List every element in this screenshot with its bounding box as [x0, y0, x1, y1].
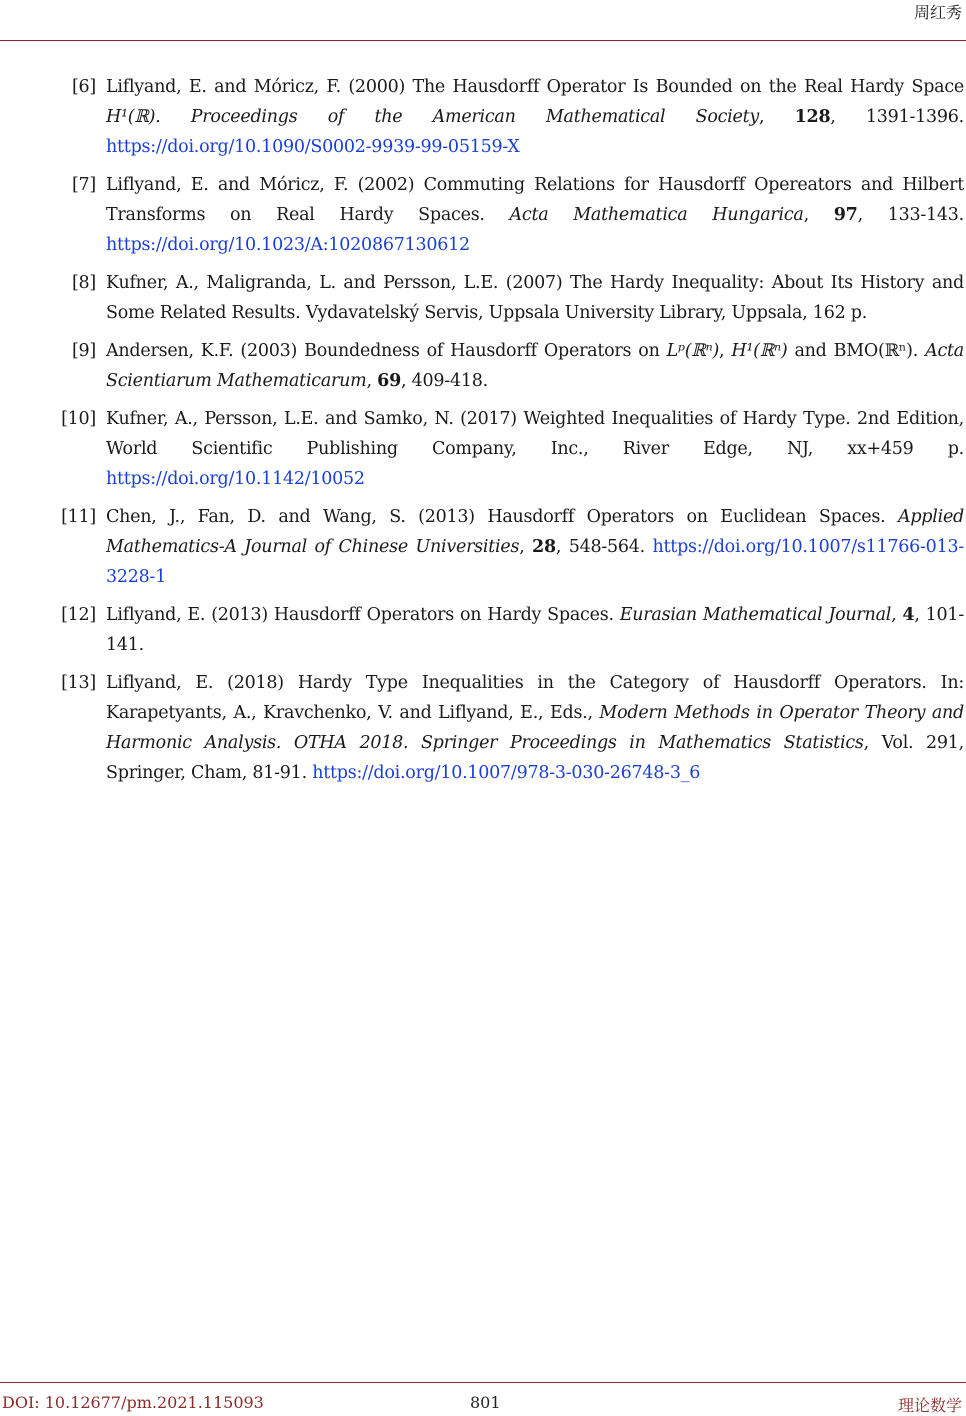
reference-item [0, 668, 966, 788]
reference-text: , 548-564. [555, 537, 653, 557]
volume-number: 128 [794, 107, 831, 127]
doi-link[interactable]: https://doi.org/10.1007/s11766-013-3228-1 [106, 537, 964, 587]
reference-item [0, 502, 966, 592]
journal-name: Eurasian Mathematical Journal [619, 605, 892, 625]
reference-item [0, 170, 966, 260]
doi-link[interactable]: https://doi.org/10.1090/S0002-9939-99-05159-X [106, 137, 520, 157]
doi-link[interactable]: https://doi.org/10.1142/10052 [106, 469, 365, 489]
doi-link[interactable]: https://doi.org/10.1007/978-3-030-26748-3_6 [312, 763, 701, 783]
reference-text: , [891, 605, 903, 625]
reference-item [0, 268, 966, 328]
footer-doi: DOI: 10.12677/pm.2021.115093 [2, 1393, 264, 1412]
reference-item [0, 404, 966, 494]
volume-number: 28 [532, 537, 556, 557]
reference-text: Chen, J., Fan, D. and Wang, S. (2013) Hausdorff Operators on Euclidean Spaces. [106, 507, 898, 527]
footer-journal: 理论数学 [897, 1396, 962, 1415]
reference-text: . [155, 107, 191, 127]
journal-name: Proceedings of the American Mathematical Society [190, 107, 760, 127]
reference-item [0, 336, 966, 396]
reference-text: , Vol. 291, Springer, Cham, 81-91. [106, 733, 964, 783]
volume-number: 97 [833, 205, 858, 225]
reference-item [0, 72, 966, 162]
doi-link[interactable]: https://doi.org/10.1023/A:1020867130612 [106, 235, 470, 255]
volume-number: 4 [902, 605, 915, 625]
reference-text: , [719, 341, 732, 361]
reference-text: , 409-418. [401, 371, 488, 391]
math-expression: Lᵖ(ℝⁿ) [666, 341, 720, 361]
reference-number: [13] [61, 673, 96, 693]
reference-text: Andersen, K.F. (2003) Boundedness of Hausdorff Operators on [106, 341, 667, 361]
page-number: 801 [470, 1393, 501, 1412]
reference-text: Liflyand, E. and Móricz, F. (2002) Commuting Relations for Hausdorff Opereators and Hilbert Transforms on Real Hardy Spaces. [106, 175, 964, 225]
reference-text: , 101-141. [106, 605, 964, 655]
journal-name: Acta Mathematica Hungarica [509, 205, 804, 225]
page-footer [0, 1382, 966, 1415]
page-header [0, 0, 966, 41]
math-expression: H¹(ℝⁿ) [731, 341, 788, 361]
reference-text: Kufner, A., Persson, L.E. and Samko, N. (2017) Weighted Inequalities of Hardy Type. 2nd Edition, World Scientific Publishing Company, Inc., River Edge, NJ, xx+459 p. [106, 409, 964, 459]
reference-number: [7] [71, 175, 96, 195]
reference-text: , [366, 371, 378, 391]
reference-number: [10] [61, 409, 96, 429]
reference-number: [6] [71, 77, 96, 97]
journal-name: Acta Scientiarum Mathematicarum [106, 341, 964, 391]
book-title: Modern Methods in Operator Theory and Harmonic Analysis. OTHA 2018. Springer Proceedings in Mathematics Statistics [106, 703, 964, 753]
reference-text: Kufner, A., Maligranda, L. and Persson, L.E. (2007) The Hardy Inequality: About Its History and Some Related Results. Vydavatelský Servis, Uppsala University Library, Uppsala, 162 p. [106, 273, 964, 323]
reference-number: [9] [71, 341, 96, 361]
reference-text: Liflyand, E. (2018) Hardy Type Inequalities in the Category of Hausdorff Operators. In: Karapetyants, A., Kravchenko, V. and Liflyand, E., Eds., [106, 673, 964, 723]
reference-text: Liflyand, E. and Móricz, F. (2000) The Hausdorff Operator Is Bounded on the Real Hardy Space [106, 77, 964, 97]
reference-number: [8] [71, 273, 96, 293]
reference-number: [11] [61, 507, 96, 527]
reference-item [0, 600, 966, 660]
header-author: 周红秀 [913, 3, 962, 22]
reference-number: [12] [61, 605, 96, 625]
reference-text: , [759, 107, 795, 127]
reference-text: Liflyand, E. (2013) Hausdorff Operators on Hardy Spaces. [106, 605, 620, 625]
volume-number: 69 [377, 371, 402, 391]
journal-name: Applied Mathematics-A Journal of Chinese Universities [106, 507, 964, 557]
reference-text: , 133-143. [857, 205, 964, 225]
math-expression: H¹(ℝ) [106, 107, 156, 127]
reference-text: , [803, 205, 834, 225]
reference-text: , [519, 537, 533, 557]
reference-list [0, 72, 966, 796]
reference-text: , 1391-1396. [830, 107, 964, 127]
reference-text: and BMO(ℝⁿ). [787, 341, 926, 361]
